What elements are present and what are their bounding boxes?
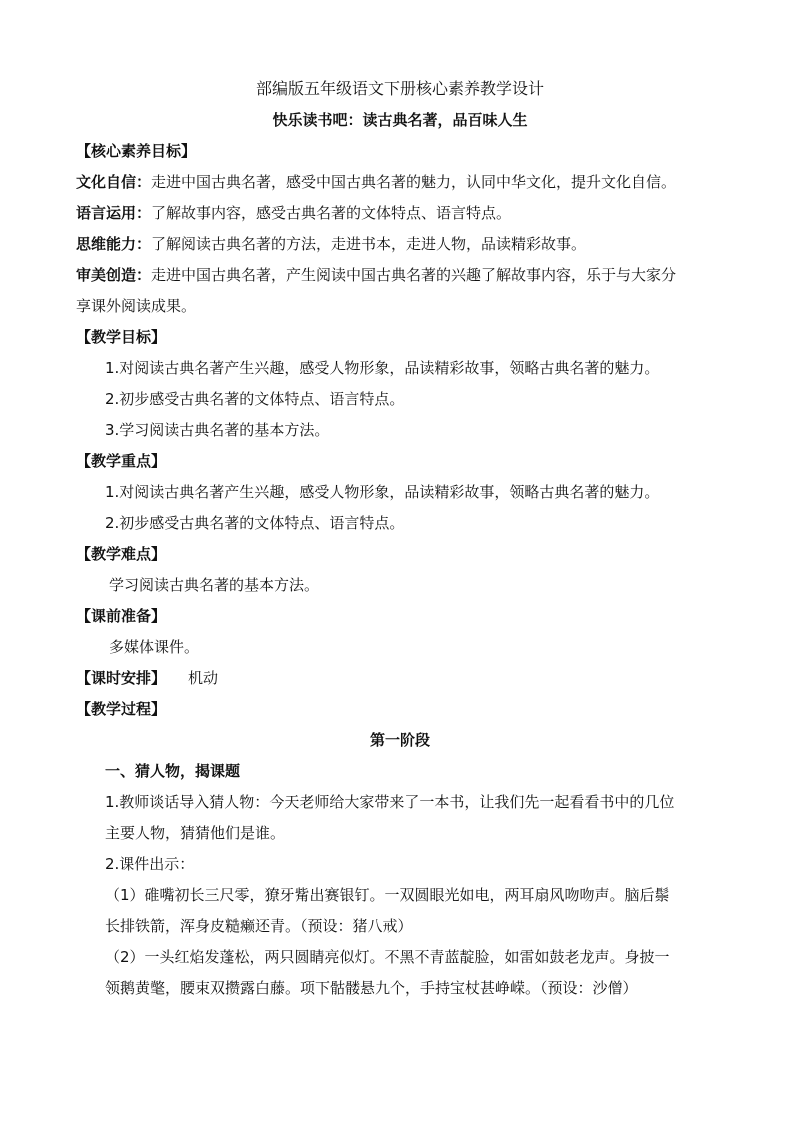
core-goal-text: 了解阅读古典名著的方法，走进书本，走进人物，品读精彩故事。 <box>151 235 587 253</box>
core-goal-text: 走进中国古典名著，产生阅读中国古典名著的兴趣了解故事内容，乐于与大家分 <box>151 266 677 284</box>
core-goal-label: 文化自信： <box>76 173 152 191</box>
core-goal-item <box>76 229 724 260</box>
key-point-item: 2.初步感受古典名著的文体特点、语言特点。 <box>105 514 405 532</box>
difficulties-text: 学习阅读古典名著的基本方法。 <box>109 576 320 594</box>
paragraph-line: 2.课件出示： <box>105 855 195 873</box>
paragraph-line: 领鹅黄氅，腰束双攒露白藤。项下骷髅悬九个，手持宝杖甚峥嵘。（预设：沙僧） <box>105 979 638 997</box>
page-title: 部编版五年级语文下册核心素养教学设计 <box>255 79 544 98</box>
preparation-heading: 【课前准备】 <box>76 607 167 625</box>
teaching-goal-item: 1.对阅读古典名著产生兴趣，感受人物形象，品读精彩故事，领略古典名著的魅力。 <box>105 359 660 377</box>
core-goal-label: 审美创造： <box>76 266 152 284</box>
difficulties-heading: 【教学难点】 <box>76 545 167 563</box>
core-goal-label: 语言运用： <box>76 204 152 222</box>
schedule-row <box>76 663 724 694</box>
core-goal-item <box>76 260 724 291</box>
paragraph-line: （2）一头红焰发蓬松，两只圆睛亮似灯。不黑不青蓝靛脸，如雷如鼓老龙声。身披一 <box>105 948 670 966</box>
page-subtitle: 快乐读书吧：读古典名著，品百味人生 <box>272 111 528 129</box>
key-point-item: 1.对阅读古典名著产生兴趣，感受人物形象，品读精彩故事，领略古典名著的魅力。 <box>105 483 660 501</box>
core-goal-text: 走进中国古典名著，感受中国古典名著的魅力，认同中华文化，提升文化自信。 <box>151 173 677 191</box>
core-goal-label: 思维能力： <box>76 235 152 253</box>
schedule-heading: 【课时安排】 <box>76 669 167 687</box>
core-goals-heading: 【核心素养目标】 <box>76 142 197 160</box>
process-heading: 【教学过程】 <box>76 700 167 718</box>
paragraph-line: 长排铁箭，浑身皮糙癞还青。（预设：猪八戒） <box>105 917 413 935</box>
part-title: 一、猜人物，揭课题 <box>105 762 241 780</box>
document-content <box>76 74 724 1004</box>
core-goal-item <box>76 167 724 198</box>
teaching-goals-heading: 【教学目标】 <box>76 328 167 346</box>
schedule-value: 机动 <box>188 669 219 687</box>
paragraph-line: 1.教师谈话导入猜人物：今天老师给大家带来了一本书，让我们先一起看看书中的几位 <box>105 793 675 811</box>
core-goal-continuation: 享课外阅读成果。 <box>76 297 197 315</box>
core-goal-text: 了解故事内容，感受古典名著的文体特点、语言特点。 <box>151 204 512 222</box>
stage-title: 第一阶段 <box>369 731 430 749</box>
core-goal-item <box>76 198 724 229</box>
teaching-goal-item: 3.学习阅读古典名著的基本方法。 <box>105 421 330 439</box>
preparation-text: 多媒体课件。 <box>109 638 200 656</box>
key-points-heading: 【教学重点】 <box>76 452 167 470</box>
paragraph-line: （1）碓嘴初长三尺零，獠牙觜出赛银钉。一双圆眼光如电，两耳扇风吻吻声。脑后鬃 <box>105 886 670 904</box>
teaching-goal-item: 2.初步感受古典名著的文体特点、语言特点。 <box>105 390 405 408</box>
paragraph-line: 主要人物，猜猜他们是谁。 <box>105 824 286 842</box>
